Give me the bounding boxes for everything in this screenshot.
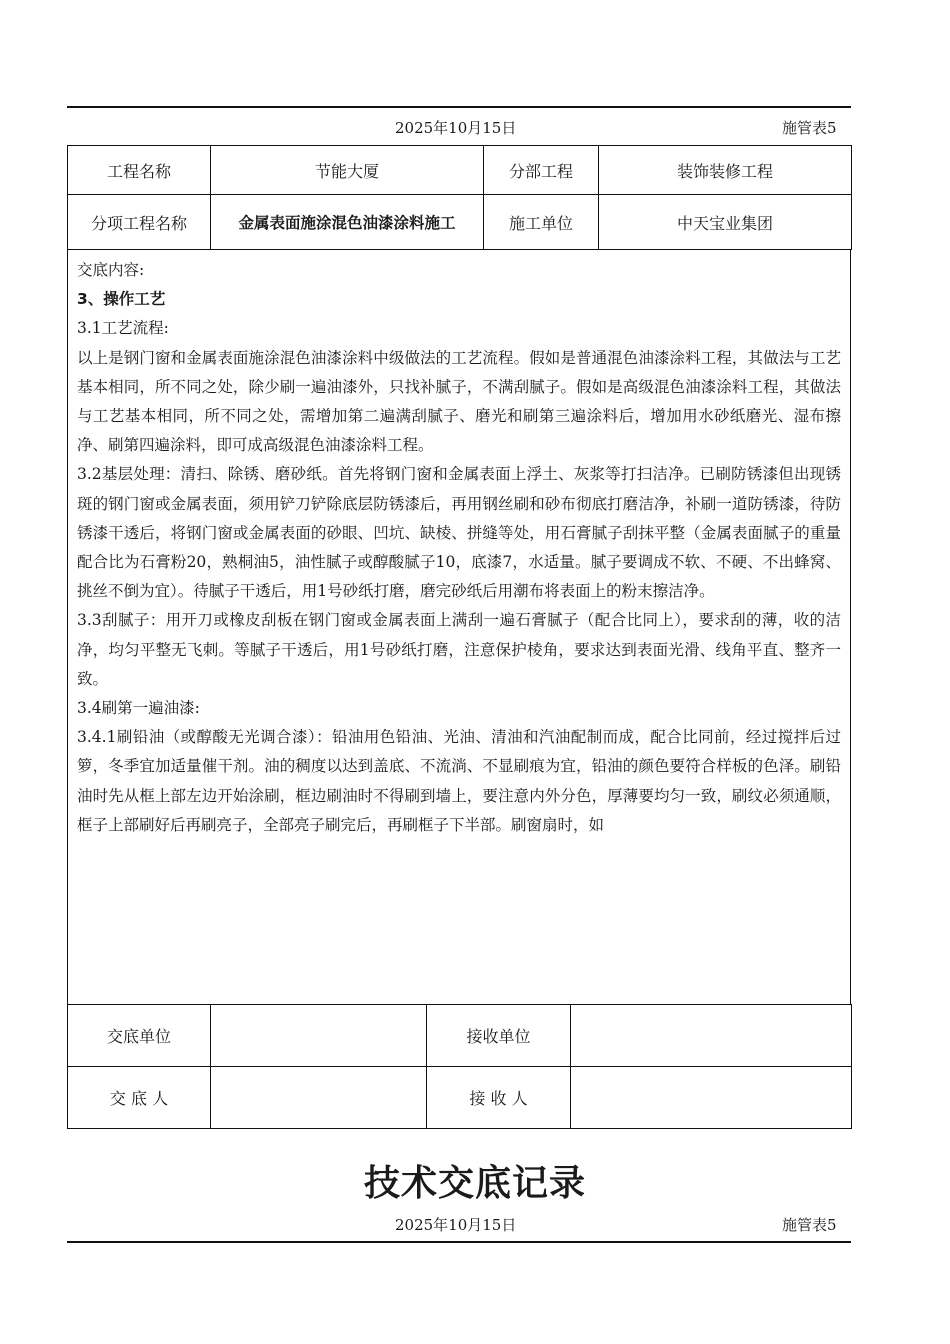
issuer-field[interactable] — [211, 1067, 427, 1129]
bottom-rule — [67, 1241, 851, 1243]
division-value: 装饰装修工程 — [599, 146, 852, 195]
project-info-table — [67, 145, 852, 250]
contractor-label: 施工单位 — [484, 195, 599, 250]
contractor-value: 中天宝业集团 — [599, 195, 852, 250]
receiver-label: 接 收 人 — [427, 1067, 571, 1129]
paragraph-3-2: 3.2基层处理：清扫、除锈、磨砂纸。首先将钢门窗和金属表面上浮土、灰浆等打扫洁净。已刷防锈漆但出现锈斑的钢门窗或金属表面，须用铲刀铲除底层防锈漆后，再用钢丝刷和砂布彻底打磨洁净，补刷一道防锈漆，待防锈漆干透后，将钢门窗或金属表面的砂眼、凹坑、缺棱、拼缝等处，用石膏腻子刮抹平整（金属表面腻子的重量配合比为石膏粉20，熟桐油5，油性腻子或醇酸腻子10，底漆7，水适量。腻子要调成不软、不硬、不出蜂窝、挑丝不倒为宜）。待腻子干透后，用1号砂纸打磨，磨完砂纸后用潮布将表面上的粉末擦洁净。 — [77, 465, 841, 601]
bottom-date: 2025年10月15日 — [395, 1216, 517, 1234]
paragraph-process-text: 以上是钢门窗和金属表面施涂混色油漆涂料中级做法的工艺流程。假如是普通混色油漆涂料工程，其做法与工艺基本相同，所不同之处，除少刷一遍油漆外，只找补腻子，不满刮腻子。假如是高级混色油漆涂料工程，其做法与工艺基本相同，所不同之处，需增加第二遍满刮腻子、磨光和刷第三遍涂料后，增加用水砂纸磨光、湿布擦净、刷第四遍涂料，即可成高级混色油漆涂料工程。 — [77, 348, 841, 455]
issuer-label: 交 底 人 — [68, 1067, 211, 1129]
paragraph-3-4-1: 3.4.1刷铅油（或醇酸无光调合漆）：铅油用色铅油、光油、清油和汽油配制而成，配合比同前，经过搅拌后过箩，冬季宜加适量催干剂。油的稠度以达到盖底、不流淌、不显刷痕为宜，铅油的颜色要符合样板的色泽。刷铅油时先从框上部左边开始涂刷，框边刷油时不得刷到墙上，要注意内外分色，厚薄要均匀一致，刷纹必须通顺，框子上部刷好后再刷亮子，全部亮子刷完后，再刷框子下半部。刷窗扇时，如 — [77, 728, 841, 834]
issuer-unit-label: 交底单位 — [68, 1005, 211, 1067]
project-name-value: 节能大厦 — [211, 146, 484, 195]
content-intro-label: 交底内容: — [77, 261, 145, 279]
disclosure-content — [67, 249, 851, 1004]
receiver-unit-label: 接收单位 — [427, 1005, 571, 1067]
issuer-unit-field[interactable] — [211, 1005, 427, 1067]
page-title: 技术交底记录 — [363, 1163, 586, 1204]
paragraph-3-4: 3.4刷第一遍油漆: — [77, 699, 200, 718]
project-name-label: 工程名称 — [68, 146, 211, 195]
header-form-number: 施管表5 — [782, 119, 837, 137]
subitem-value: 金属表面施涂混色油漆涂料施工 — [211, 195, 484, 250]
bottom-form-number: 施管表5 — [782, 1216, 837, 1234]
division-label: 分部工程 — [484, 146, 599, 195]
section-heading: 3、操作工艺 — [77, 290, 166, 309]
subitem-label: 分项工程名称 — [68, 195, 211, 250]
signature-table — [67, 1004, 852, 1129]
paragraph-3-1: 3.1工艺流程: — [77, 319, 169, 338]
receiver-field[interactable] — [571, 1067, 852, 1129]
top-rule — [67, 106, 851, 108]
receiver-unit-field[interactable] — [571, 1005, 852, 1067]
header-date: 2025年10月15日 — [395, 119, 517, 137]
paragraph-3-3: 3.3刮腻子：用开刀或橡皮刮板在钢门窗或金属表面上满刮一遍石膏腻子（配合比同上），要求刮的薄，收的洁净，均匀平整无飞刺。等腻子干透后，用1号砂纸打磨，注意保护棱角，要求达到表面光滑、线角平直、整齐一致。 — [77, 611, 841, 688]
